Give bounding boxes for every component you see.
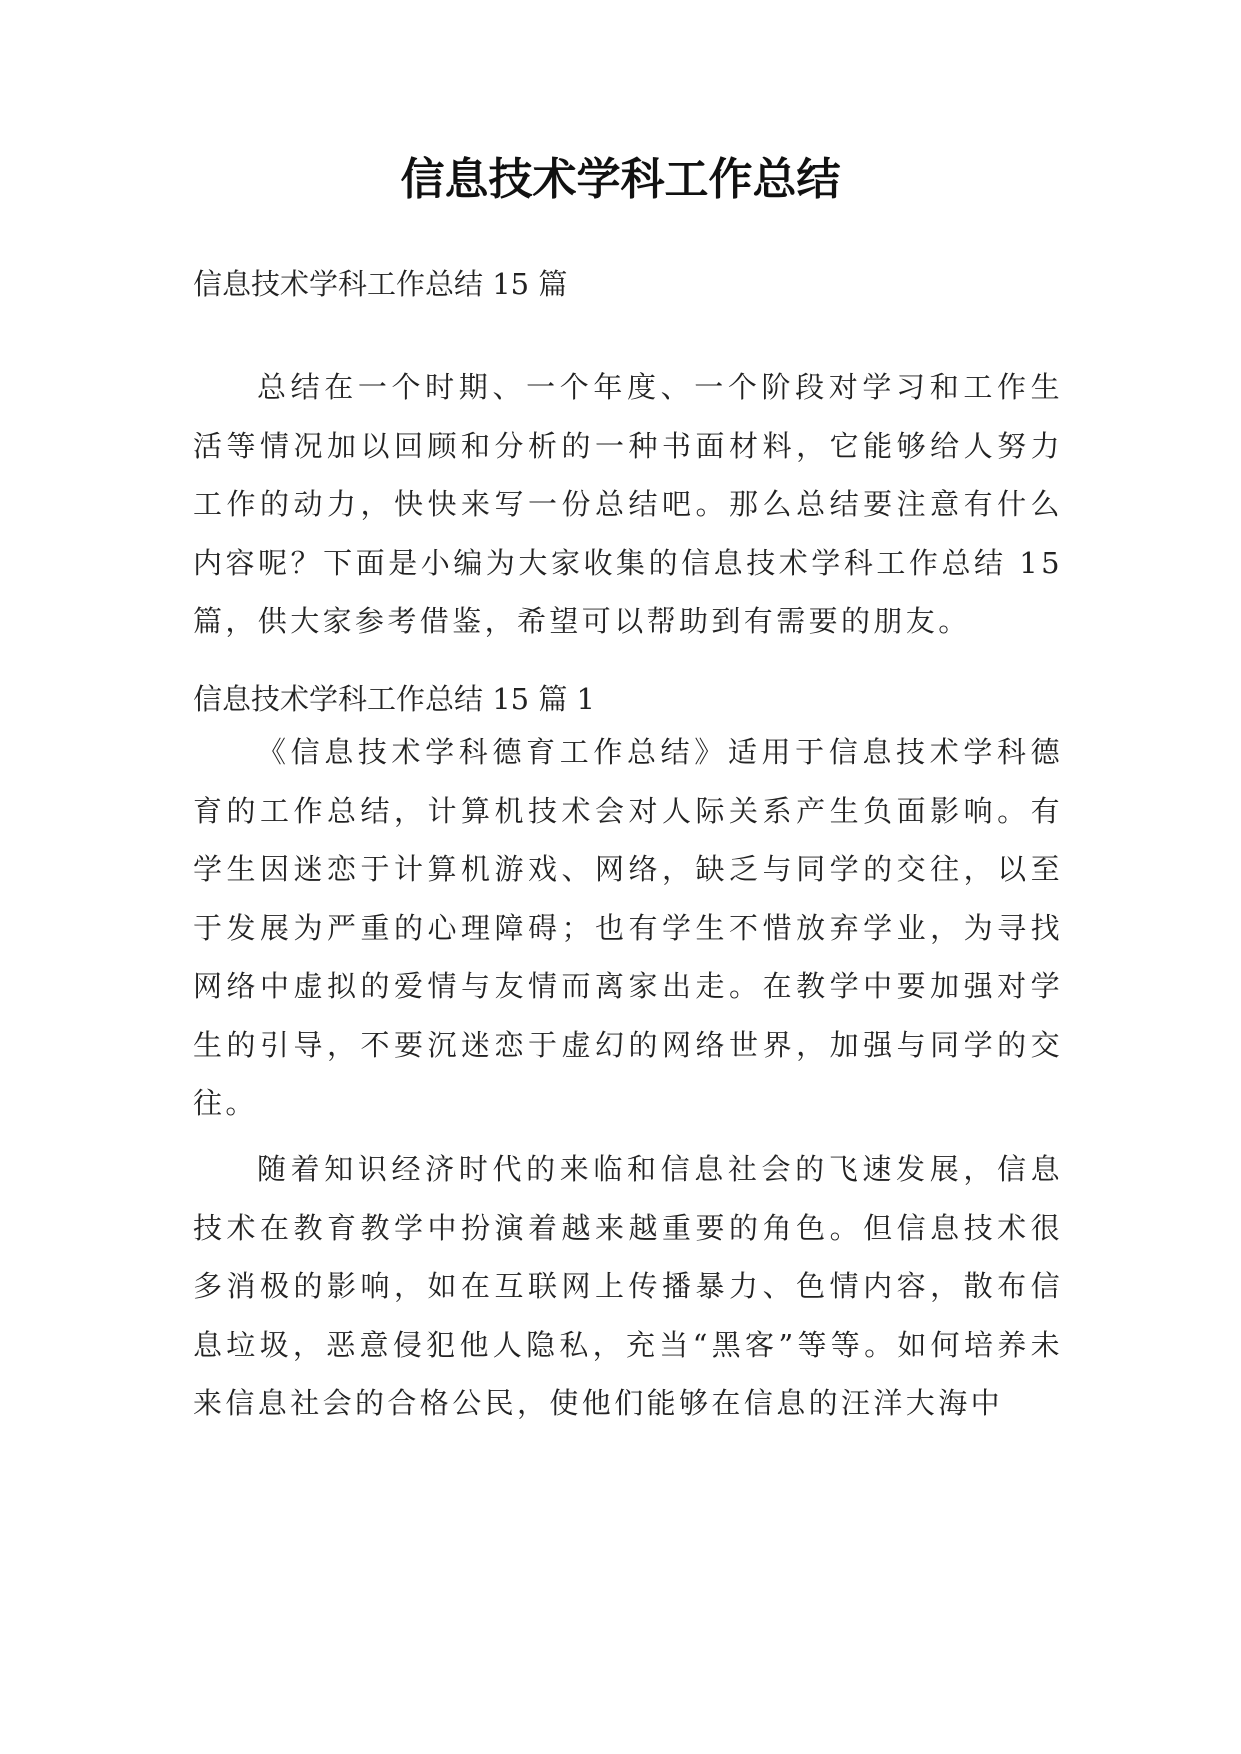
- section-heading: 信息技术学科工作总结 15 篇 1: [193, 682, 596, 716]
- section-paragraph-2: 随着知识经济时代的来临和信息社会的飞速发展，信息技术在教育教学中扮演着越来越重要的角色。但信息技术很多消极的影响，如在互联网上传播暴力、色情内容，散布信息垃圾，恶意侵犯他人隐私，充当“黑客”等等。如何培养未来信息社会的合格公民，使他们能够在信息的汪洋大海中: [193, 1152, 1063, 1420]
- document-subtitle: 信息技术学科工作总结 15 篇: [193, 267, 568, 301]
- intro-paragraph: 总结在一个时期、一个年度、一个阶段对学习和工作生活等情况加以回顾和分析的一种书面材料，它能够给人努力工作的动力，快快来写一份总结吧。那么总结要注意有什么内容呢？下面是小编为大家收集的信息技术学科工作总结 15 篇，供大家参考借鉴，希望可以帮助到有需要的朋友。: [193, 370, 1063, 638]
- section-paragraph-1: 《信息技术学科德育工作总结》适用于信息技术学科德育的工作总结，计算机技术会对人际关系产生负面影响。有学生因迷恋于计算机游戏、网络，缺乏与同学的交往，以至于发展为严重的心理障碍；也有学生不惜放弃学业，为寻找网络中虚拟的爱情与友情而离家出走。在教学中要加强对学生的引导，不要沉迷恋于虚幻的网络世界，加强与同学的交往。: [193, 735, 1063, 1120]
- document-title: 信息技术学科工作总结: [400, 154, 841, 205]
